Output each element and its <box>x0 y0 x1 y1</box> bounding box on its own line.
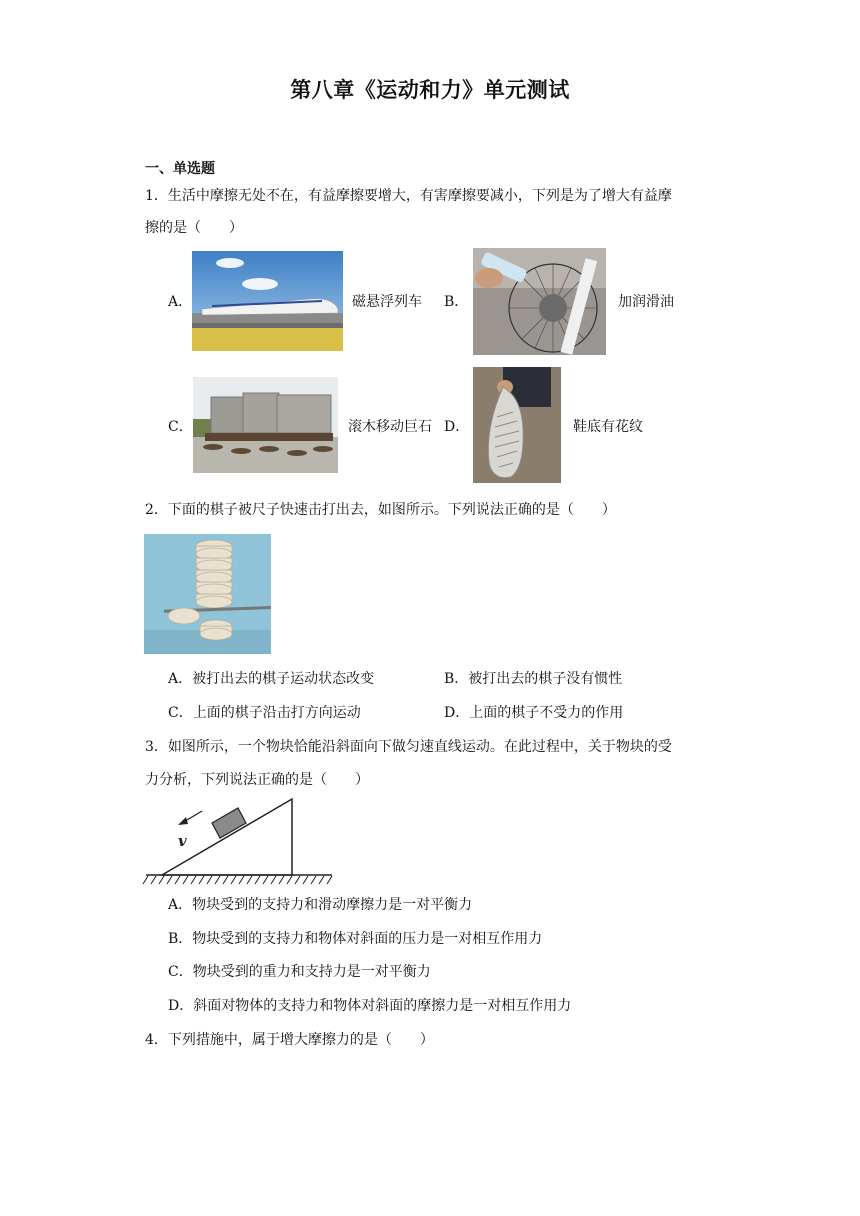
question-text: 生活中摩擦无处不在，有益摩擦要增大，有害摩擦要减小，下列是为了增大有益摩 <box>167 188 672 204</box>
ground-hatching <box>143 876 332 884</box>
option-b: B．被打出去的棋子没有惯性 <box>444 671 623 687</box>
option-a: A．物块受到的支持力和滑动摩擦力是一对平衡力 <box>168 897 473 913</box>
question-3-line-2: 力分析，下列说法正确的是（ ） <box>145 772 369 788</box>
rolling-logs-stone-image <box>193 377 338 473</box>
maglev-train-image <box>192 251 343 351</box>
incline-diagram <box>140 797 340 887</box>
option-b-letter: B． <box>444 294 469 310</box>
option-d: D．斜面对物体的支持力和物体对斜面的摩擦力是一对相互作用力 <box>168 998 572 1014</box>
question-number: 3． <box>145 739 168 755</box>
question-3-line-1 <box>145 737 672 757</box>
option-c-caption: 滚木移动巨石 <box>348 419 432 435</box>
option-b-caption: 加润滑油 <box>618 294 674 310</box>
option-b: B．物块受到的支持力和物体对斜面的压力是一对相互作用力 <box>168 931 543 947</box>
question-number: 1． <box>145 188 168 204</box>
question-2-line-1 <box>145 500 616 520</box>
bike-lubrication-image <box>473 248 606 355</box>
option-d-caption: 鞋底有花纹 <box>573 419 643 435</box>
shoe-sole-tread-image <box>473 367 561 483</box>
option-a-caption: 磁悬浮列车 <box>352 294 422 310</box>
option-c-letter: C． <box>168 419 193 435</box>
question-number: 2． <box>145 502 168 518</box>
option-d-letter: D． <box>444 419 470 435</box>
option-c: C．上面的棋子沿击打方向运动 <box>168 705 361 721</box>
question-4-line-1 <box>145 1030 434 1050</box>
option-c: C．物块受到的重力和支持力是一对平衡力 <box>168 964 431 980</box>
question-number: 4． <box>145 1032 168 1048</box>
question-1-line-1 <box>145 186 672 206</box>
question-text: 如图所示，一个物块恰能沿斜面向下做匀速直线运动。在此过程中，关于物块的受 <box>167 739 672 755</box>
option-a: A．被打出去的棋子运动状态改变 <box>168 671 375 687</box>
question-text: 下列措施中，属于增大摩擦力的是（ ） <box>167 1032 434 1048</box>
section-heading: 一、单选题 <box>145 161 215 177</box>
page-title: 第八章《运动和力》单元测试 <box>290 78 570 102</box>
question-1-line-2: 擦的是（ ） <box>145 220 243 236</box>
option-d: D．上面的棋子不受力的作用 <box>444 705 624 721</box>
velocity-arrowhead <box>178 817 188 825</box>
block <box>212 808 246 838</box>
question-text: 下面的棋子被尺子快速击打出去，如图所示。下列说法正确的是（ ） <box>167 502 616 518</box>
option-a-letter: A． <box>168 294 193 310</box>
velocity-label: v <box>178 832 187 850</box>
chess-pieces-ruler-image <box>144 534 271 654</box>
